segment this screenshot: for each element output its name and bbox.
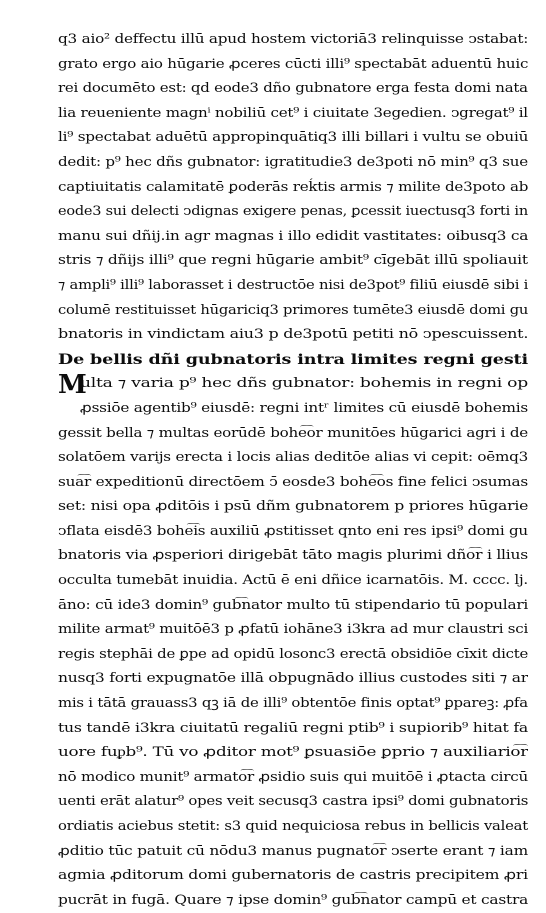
text-line: set: nisi opa ꝓditōis i psū dñm gubnatorem p priores hūgarie xyxy=(58,499,528,515)
text-line: ulta ⁊ varia p⁹ hec dñs gubnator: bohemis in regni op xyxy=(80,376,528,392)
text-line: bnatoris in vindictam aiu3 p de3potū petiti nō ↄpescuissent. xyxy=(58,327,528,343)
paragraph-2 xyxy=(58,372,528,913)
text-block xyxy=(58,28,528,913)
text-line: q3 aio² deffectu illū apud hostem victoriā3 relinquisse ↄstabat: xyxy=(58,32,528,47)
text-line: li⁹ spectabat aduētū appropinquātiq3 illi billari i vultu se obuiū xyxy=(58,130,528,146)
text-line: rei documēto est: qd eode3 dño gubnatore erga festa domi nata xyxy=(58,81,528,97)
paragraph-1 xyxy=(58,28,528,348)
text-line: grato ergo aio hūgarie ꝓceres cūcti illi⁹ spectabāt aduentū huic xyxy=(58,56,528,72)
text-line: milite armat⁹ muitōē3 p ꝓfatū iohāne3 i3kra ad mur claustri sci xyxy=(58,622,528,638)
text-line: ⁊ ampli⁹ illi⁹ laborasset i destructōe nisi de3pot⁹ filiū eiusdē sibi i xyxy=(58,277,528,293)
text-line: dedit: p⁹ hec dñs gubnator: igratitudie3 de3poti nō min⁹ q3 sue xyxy=(58,154,528,170)
text-line: lia reueniente magnⁱ nobiliū cet⁹ i ciuitate 3egedien. ↄgregat⁹ il xyxy=(58,105,528,121)
text-line: ↄflata eisdē3 bohe͡is auxiliū ꝓstitisset qnto eni res ipsi⁹ domi gu xyxy=(58,523,528,539)
text-line: nusq3 forti expugnatōe illā obpugnādo illius custodes siti ⁊ ar xyxy=(58,671,528,687)
text-line: stris ⁊ dñijs illi⁹ que regni hūgarie ambit⁹ cīgebāt illū spoliauit xyxy=(58,253,528,269)
text-line: āno: cū ide3 domin⁹ gub͡nator multo tū stipendario tū populari xyxy=(58,597,528,613)
text-line: uore fuᵱb⁹. Tū vo ꝓditor mot⁹ ꝑsuasiōe ꝑprio ⁊ auxiliario͡r xyxy=(58,745,528,761)
text-line: eode3 sui delecti ↄdignas exigere penas, ꝑcessit iuectusq3 forti in xyxy=(58,204,528,220)
text-line: columē restituisset hūgariciq3 primores tumēte3 eiusdē domi gu xyxy=(58,302,528,318)
text-line: agmia ꝓditorum domi gubernatoris de castris precipitem ꝓri xyxy=(58,868,528,884)
text-line: captiuitatis calamitatē ꝑoderās reḱtis armis ⁊ milite de3poto ab xyxy=(58,179,528,195)
text-line: tus tandē i3kra ciuitatū regaliū regni ptib⁹ i supiorib⁹ hitat fa xyxy=(58,720,528,736)
text-line: manu sui dñij.in agr magnas i illo edidit vastitates: oibusq3 ca xyxy=(58,228,528,244)
text-line: solatōem varijs erecta i locis alias deditōe alias vi cepit: oēmq3 xyxy=(58,450,528,466)
text-line: ordiatis aciebus stetit: s3 quid nequiciosa rebus in bellicis valeat xyxy=(58,819,528,834)
text-line: occulta tumebāt inuidia. Actū ē eni dñice icarnatōis. M. cccc. lj. xyxy=(58,573,528,589)
text-line: nō modico munit⁹ armato͡r ꝓsidio suis qui muitōē i ꝓtacta circū xyxy=(58,769,528,785)
text-line: bnatoris via ꝓsperiori dirigebāt tāto magis plurimi dño͡r i llius xyxy=(58,548,528,564)
text-line: sua͡r expeditionū directōem ↄ̄ eosde3 bohe͡os fine felici ↄsumas xyxy=(58,474,528,490)
chapter-heading: De bellis dñi gubnatoris intra limites regni gesti xyxy=(58,351,528,368)
text-line: ꝓssiōe agentib⁹ eiusdē: regni intʳ limites cū eiusdē bohemis xyxy=(80,400,528,416)
text-line: gessit bella ⁊ multas eorūdē bohe͡or munitōes hūgarici agri i de xyxy=(58,425,528,441)
text-line: ꝓditio tūc patuit cū nōdu3 manus pugnato͡r ↄserte erant ⁊ iam xyxy=(58,843,528,859)
drop-initial: M xyxy=(58,370,87,401)
text-line: regis stephāi de ꝑpe ad opidū losonc3 erectā obsidiōe cīxit dicte xyxy=(58,646,528,662)
text-line: pucrāt in fugā. Quare ⁊ ipse domin⁹ gub͡nator campū et castra xyxy=(58,892,528,908)
text-line: uenti erāt alatur⁹ opes veit secusq3 castra ipsi⁹ domi gubnatoris xyxy=(58,794,528,810)
text-line: mis i tātā grauass3 qꝫ iā de illi⁹ obtentōe finis optat⁹ ꝑpareꝫ: ꝓfa xyxy=(58,696,528,712)
